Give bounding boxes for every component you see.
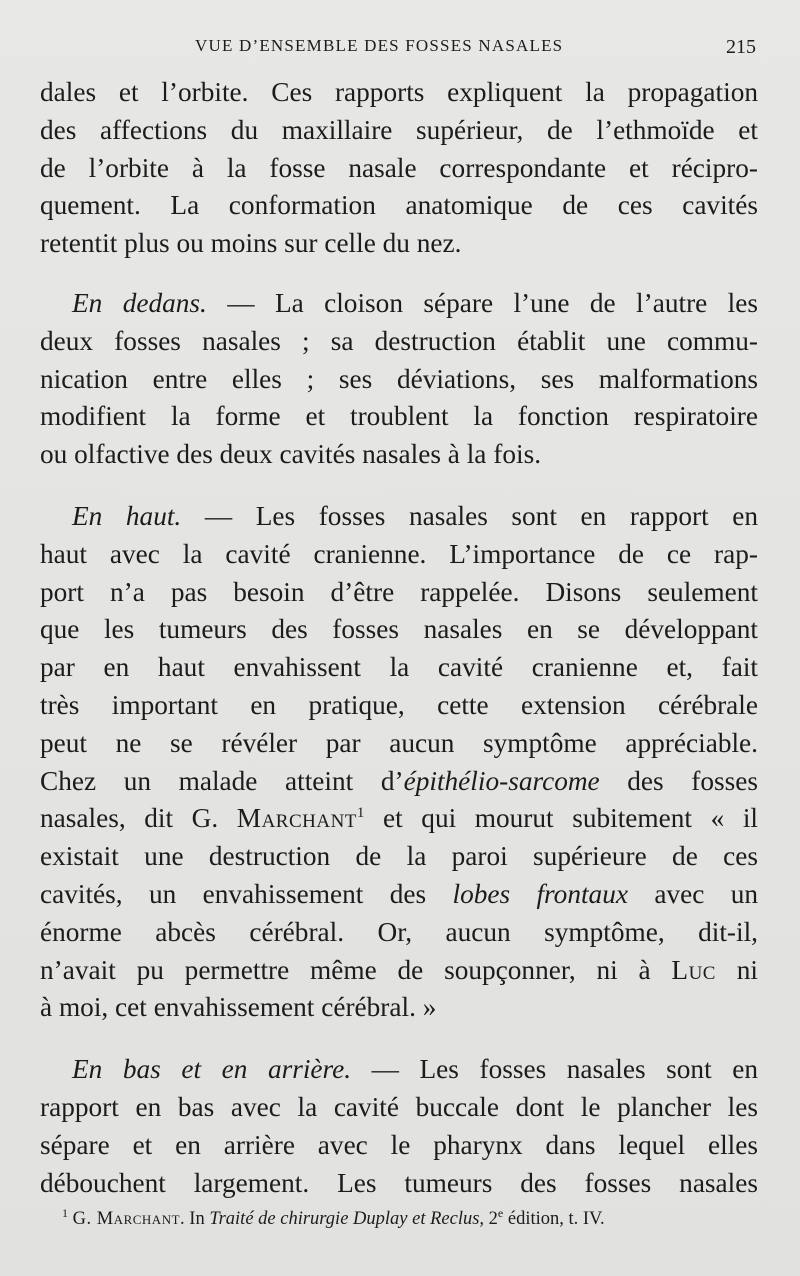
running-title: VUE D’ENSEMBLE DES FOSSES NASALES (195, 36, 564, 55)
footnote: $^1$ G. Marchant. In Traité de chirurgie Duplay et Reclus, 2e édition, t. IV. (62, 1206, 605, 1229)
author-name: Luc (671, 954, 716, 985)
italic-term: lobes frontaux (452, 878, 628, 909)
text-line: cavités, un envahissement des lobes frontaux avec un (40, 878, 758, 909)
text-line: par en haut envahissent la cavité cranienne et, fait (40, 652, 758, 683)
text-line: débouchent largement. Les tumeurs des fosses nasales (40, 1167, 758, 1198)
text-line: port n’a pas besoin d’être rappelée. Disons seulement (40, 576, 758, 607)
text-line: En haut. — Les fosses nasales sont en rapport en (72, 500, 758, 531)
paragraph-en-bas (40, 1051, 758, 1202)
text-line: des affections du maxillaire supérieur, de l’ethmoïde et (40, 114, 758, 145)
text-line: Chez un malade atteint d’épithélio-sarcome des fosses (40, 765, 758, 796)
paragraph-en-haut (40, 498, 758, 1027)
text-line: existait une destruction de la paroi supérieure de ces (40, 841, 758, 872)
footnote-author: G. Marchant (72, 1209, 181, 1229)
text-line: sépare et en arrière avec le pharynx dans lequel elles (40, 1129, 758, 1160)
page-number: 215 (726, 36, 756, 58)
text-line: n’avait pu permettre même de soupçonner, ni à Luc ni (40, 954, 758, 985)
text-line: nasales, dit G. Marchant$^1$ et qui mourut subitement « il (40, 803, 758, 834)
section-lead: En dedans. (72, 287, 207, 318)
section-lead: En bas et en arrière. (72, 1054, 352, 1085)
running-head (40, 34, 760, 64)
italic-term: épithélio-sarcome (403, 765, 600, 796)
text-line: modifient la forme et troublent la fonction respiratoire (40, 401, 758, 432)
paragraph-en-dedans (40, 285, 758, 474)
paragraph-continuation (40, 74, 758, 263)
text-line: rapport en bas avec la cavité buccale dont le plancher les (40, 1091, 758, 1122)
footnote-mark: 1 (62, 1206, 68, 1220)
body-text (40, 74, 758, 1202)
text-line: nication entre elles ; ses déviations, ses malformations (40, 363, 758, 394)
text-line: que les tumeurs des fosses nasales en se développant (40, 614, 758, 645)
text-line: à moi, cet envahissement cérébral. » (40, 992, 437, 1023)
footnote-ref: 1 (356, 805, 365, 822)
text-line: très important en pratique, cette extension cérébrale (40, 689, 758, 720)
text-line: En bas et en arrière. — Les fosses nasales sont en (72, 1054, 758, 1085)
author-name: Marchant (236, 803, 357, 834)
section-lead: En haut. (72, 500, 182, 531)
text-line: dales et l’orbite. Ces rapports expliquent la propagation (40, 77, 758, 107)
footnote-title: Traité de chirurgie Duplay et Reclus, (209, 1209, 485, 1229)
text-line: En dedans. — La cloison sépare l’une de l’autre les (72, 287, 758, 318)
text-line: énorme abcès cérébral. Or, aucun symptôme, dit-il, (40, 916, 758, 947)
text-line: deux fosses nasales ; sa destruction établit une commu- (40, 325, 758, 356)
text-line: retentit plus ou moins sur celle du nez. (40, 228, 462, 259)
text-line: haut avec la cavité cranienne. L’importance de ce rap- (40, 538, 758, 569)
text-line: peut ne se révéler par aucun symptôme appréciable. (40, 727, 758, 758)
text-line: quement. La conformation anatomique de ces cavités (40, 190, 758, 221)
text-line: ou olfactive des deux cavités nasales à la fois. (40, 439, 542, 470)
text-line: de l’orbite à la fosse nasale correspondante et récipro- (40, 152, 758, 183)
